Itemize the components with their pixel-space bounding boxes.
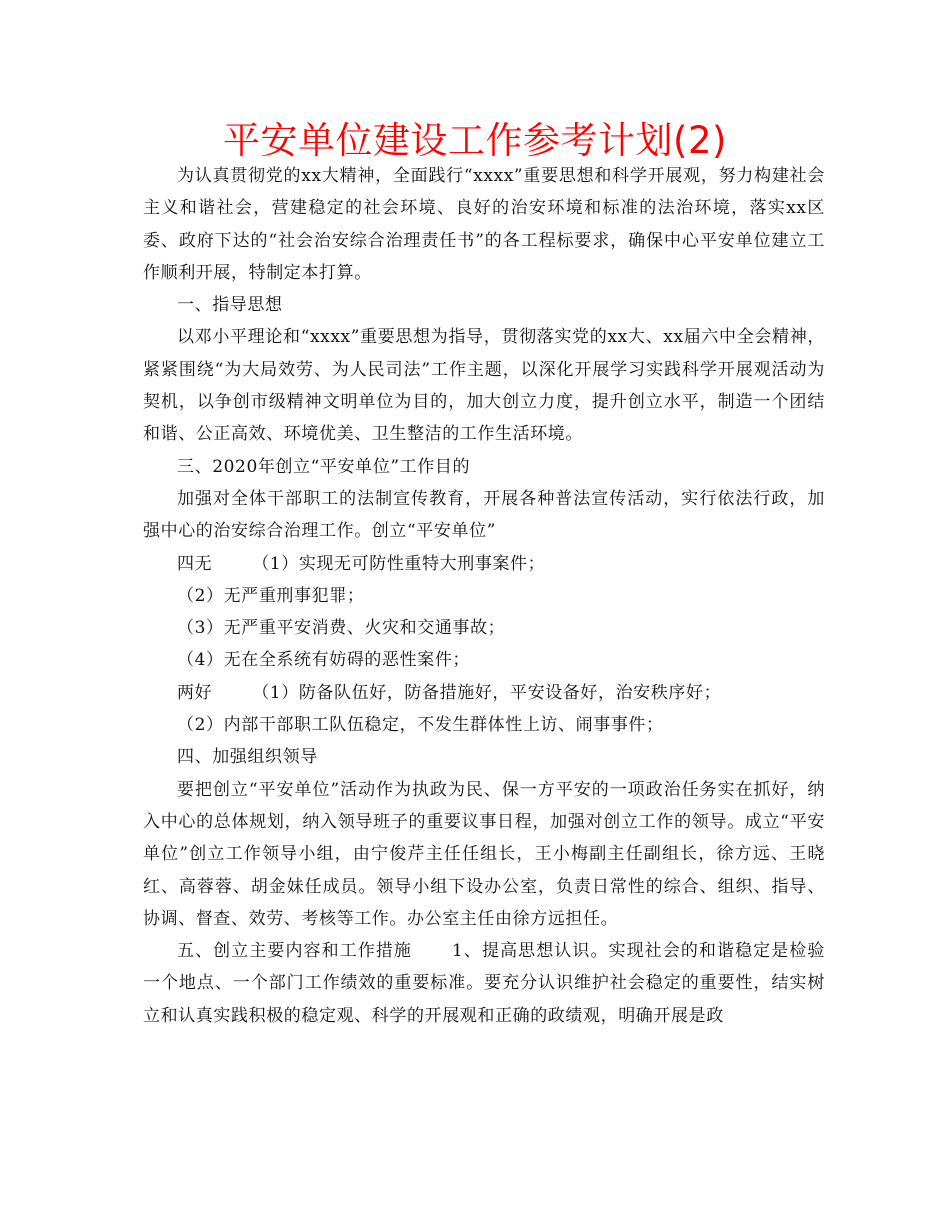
lianghao-label: 两好 [177, 682, 213, 703]
paragraph-organization: 要把创立“平安单位”活动作为执政为民、保一方平安的一项政治任务实在抓好，纳入中心的总体规划，纳入领导班子的重要议事日程，加强对创立工作的领导。成立“平安单位”创立工作领导小组，由宁俊芹主任任组长，王小梅副主任副组长，徐方远、王晓红、高蓉蓉、胡金妹任成员。领导小组下设办公室，负责日常性的综合、组织、指导、协调、督查、效劳、考核等工作。办公室主任由徐方远担任。 [143, 779, 825, 929]
siwu-label: 四无 [177, 553, 213, 574]
lianghao-item-2: （2）内部干部职工队伍稳定，不发生群体性上访、闹事事件； [177, 715, 664, 736]
siwu-item-4: （4）无在全系统有妨碍的恶性案件； [177, 650, 471, 671]
document-title: 平安单位建设工作参考计划(2) [223, 119, 727, 162]
heading-organization: 四、加强组织领导 [177, 747, 318, 768]
heading-guiding-thought: 一、指导思想 [177, 295, 283, 316]
lianghao-item-1: （1）防备队伍好，防备措施好，平安设备好，治安秩序好； [252, 682, 722, 703]
siwu-item-2: （2）无严重刑事犯罪； [177, 585, 365, 606]
siwu-item-1: （1）实现无可防性重特大刑事案件； [252, 553, 546, 574]
paragraph-goals: 加强对全体干部职工的法制宣传教育，开展各种普法宣传活动，实行依法行政，加强中心的治安综合治理工作。创立“平安单位” [143, 488, 825, 542]
heading-goals: 三、2020年创立“平安单位”工作目的 [177, 456, 471, 477]
siwu-item-3: （3）无严重平安消费、火灾和交通事故； [177, 618, 506, 639]
paragraph-measures [143, 935, 825, 1032]
paragraph-guiding-thought: 以邓小平理论和“xxxx”重要思想为指导，贯彻落实党的xx大、xx届六中全会精神，紧紧围绕“为大局效劳、为人民司法”工作主题，以深化开展学习实践科学开展观活动为契机，以争创市级精神文明单位为目的，加大创立力度，提升创立水平，制造一个团结和谐、公正高效、环境优美、卫生整洁的工作生活环境。 [143, 327, 825, 445]
siwu-line [143, 548, 825, 580]
lianghao-line [143, 677, 825, 709]
paragraph-intro: 为认真贯彻党的xx大精神，全面践行“xxxx”重要思想和科学开展观，努力构建社会主义和谐社会，营建稳定的社会环境、良好的治安环境和标准的法治环境，落实xx区委、政府下达的“社会治安综合治理责任书”的各工程标要求，确保中心平安单位建立工作顺利开展，特制定本打算。 [143, 166, 825, 283]
document-body [143, 160, 825, 1032]
heading-measures: 五、创立主要内容和工作措施 [177, 941, 413, 962]
paragraph-measures-text: 1、提高思想认识。实现社会的和谐稳定是检验一个地点、一个部门工作绩效的重要标准。要充分认识维护社会稳定的重要性，结实树立和认真实践积极的稳定观、科学的开展观和正确的政绩观，明确开展是政 [143, 941, 825, 1026]
